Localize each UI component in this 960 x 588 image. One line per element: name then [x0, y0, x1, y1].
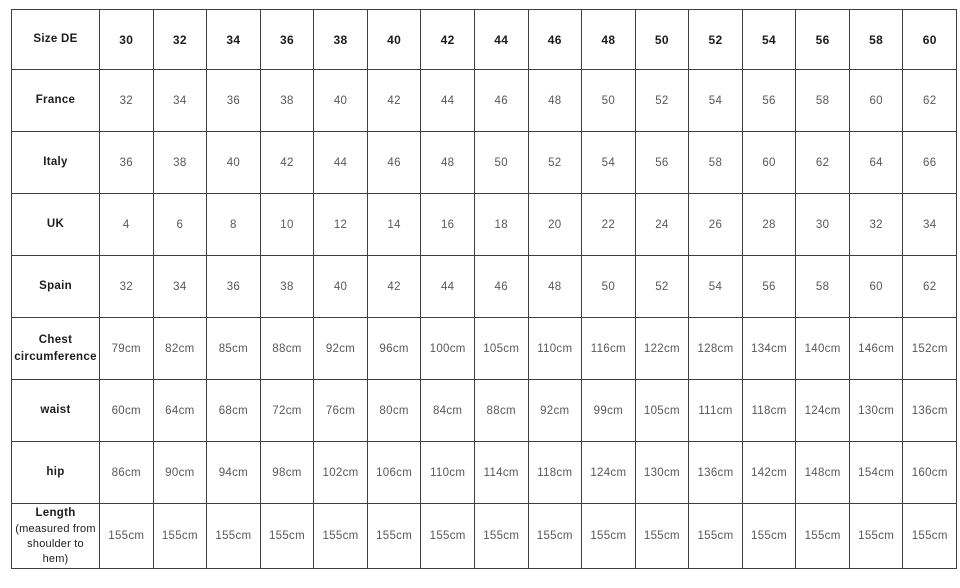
table-cell: 62 [903, 256, 957, 318]
row-label-main: Italy [43, 156, 68, 169]
table-cell: 130cm [635, 442, 689, 504]
table-cell: 32 [849, 194, 903, 256]
row-label-main: Spain [39, 280, 72, 293]
row-label [12, 380, 100, 442]
table-cell: 155cm [100, 504, 154, 569]
table-cell: 40 [314, 256, 368, 318]
table-cell: 10 [260, 194, 314, 256]
table-cell: 84cm [421, 380, 475, 442]
table-cell: 136cm [689, 442, 743, 504]
table-cell: 114cm [474, 442, 528, 504]
table-cell: 24 [635, 194, 689, 256]
table-cell: 155cm [689, 504, 743, 569]
table-cell: 94cm [207, 442, 261, 504]
table-cell: 38 [153, 132, 207, 194]
table-cell: 68cm [207, 380, 261, 442]
table-cell: 82cm [153, 318, 207, 380]
row-label-main: UK [46, 218, 65, 231]
table-cell: 60 [849, 256, 903, 318]
table-cell: 96cm [367, 318, 421, 380]
table-cell: 18 [474, 194, 528, 256]
table-cell: 34 [153, 256, 207, 318]
table-cell: 36 [207, 70, 261, 132]
table-row [12, 318, 957, 380]
table-cell: 76cm [314, 380, 368, 442]
table-cell: 92cm [314, 318, 368, 380]
table-cell: 58 [796, 256, 850, 318]
table-cell: 155cm [849, 504, 903, 569]
table-cell: 54 [582, 132, 636, 194]
table-cell: 52 [635, 256, 689, 318]
table-cell: 155cm [528, 504, 582, 569]
table-cell: 105cm [635, 380, 689, 442]
table-cell: 79cm [100, 318, 154, 380]
header-size-cell: 32 [153, 10, 207, 70]
table-cell: 134cm [742, 318, 796, 380]
row-label [12, 132, 100, 194]
table-cell: 80cm [367, 380, 421, 442]
table-cell: 28 [742, 194, 796, 256]
table-row [12, 256, 957, 318]
header-size-cell: 52 [689, 10, 743, 70]
header-size-cell: 50 [635, 10, 689, 70]
row-label-main: Chest circumference [14, 333, 97, 363]
row-label [12, 442, 100, 504]
row-label-main: hip [46, 466, 65, 479]
table-cell: 36 [207, 256, 261, 318]
row-label [12, 70, 100, 132]
table-cell: 124cm [796, 380, 850, 442]
table-cell: 46 [474, 256, 528, 318]
table-cell: 62 [796, 132, 850, 194]
table-cell: 92cm [528, 380, 582, 442]
table-cell: 110cm [528, 318, 582, 380]
header-label: Size DE [12, 10, 100, 70]
row-label [12, 194, 100, 256]
table-cell: 98cm [260, 442, 314, 504]
table-cell: 72cm [260, 380, 314, 442]
table-cell: 155cm [796, 504, 850, 569]
table-cell: 16 [421, 194, 475, 256]
table-cell: 56 [742, 256, 796, 318]
header-size-cell: 58 [849, 10, 903, 70]
table-cell: 48 [528, 70, 582, 132]
table-cell: 60cm [100, 380, 154, 442]
table-cell: 32 [100, 70, 154, 132]
table-row [12, 442, 957, 504]
table-cell: 48 [528, 256, 582, 318]
table-cell: 44 [421, 256, 475, 318]
table-cell: 155cm [367, 504, 421, 569]
row-label [12, 504, 100, 569]
table-cell: 100cm [421, 318, 475, 380]
table-cell: 56 [742, 70, 796, 132]
table-cell: 54 [689, 256, 743, 318]
table-cell: 34 [903, 194, 957, 256]
table-cell: 155cm [260, 504, 314, 569]
table-cell: 118cm [528, 442, 582, 504]
table-cell: 12 [314, 194, 368, 256]
table-cell: 116cm [582, 318, 636, 380]
table-cell: 124cm [582, 442, 636, 504]
row-label-sub: (measured from shoulder to hem) [15, 523, 96, 565]
header-size-cell: 34 [207, 10, 261, 70]
table-cell: 58 [796, 70, 850, 132]
table-row [12, 380, 957, 442]
table-cell: 160cm [903, 442, 957, 504]
table-cell: 105cm [474, 318, 528, 380]
table-cell: 140cm [796, 318, 850, 380]
table-cell: 90cm [153, 442, 207, 504]
table-cell: 46 [367, 132, 421, 194]
table-cell: 146cm [849, 318, 903, 380]
table-cell: 50 [582, 256, 636, 318]
table-cell: 106cm [367, 442, 421, 504]
table-cell: 154cm [849, 442, 903, 504]
table-cell: 58 [689, 132, 743, 194]
table-cell: 42 [367, 256, 421, 318]
header-size-cell: 44 [474, 10, 528, 70]
table-cell: 54 [689, 70, 743, 132]
table-cell: 34 [153, 70, 207, 132]
table-cell: 136cm [903, 380, 957, 442]
header-size-cell: 38 [314, 10, 368, 70]
table-cell: 62 [903, 70, 957, 132]
row-label [12, 256, 100, 318]
table-cell: 50 [474, 132, 528, 194]
table-cell: 111cm [689, 380, 743, 442]
table-cell: 110cm [421, 442, 475, 504]
table-cell: 155cm [474, 504, 528, 569]
table-cell: 36 [100, 132, 154, 194]
table-cell: 48 [421, 132, 475, 194]
table-cell: 155cm [635, 504, 689, 569]
table-cell: 14 [367, 194, 421, 256]
table-cell: 155cm [314, 504, 368, 569]
table-cell: 155cm [582, 504, 636, 569]
table-cell: 4 [100, 194, 154, 256]
header-size-cell: 56 [796, 10, 850, 70]
table-cell: 155cm [207, 504, 261, 569]
size-chart-table [11, 9, 957, 569]
row-label-main: waist [40, 404, 71, 417]
table-row [12, 132, 957, 194]
header-size-cell: 40 [367, 10, 421, 70]
table-cell: 88cm [474, 380, 528, 442]
table-cell: 66 [903, 132, 957, 194]
table-cell: 102cm [314, 442, 368, 504]
table-cell: 42 [367, 70, 421, 132]
table-cell: 32 [100, 256, 154, 318]
header-size-cell: 54 [742, 10, 796, 70]
table-cell: 118cm [742, 380, 796, 442]
table-cell: 128cm [689, 318, 743, 380]
header-size-cell: 46 [528, 10, 582, 70]
table-cell: 22 [582, 194, 636, 256]
table-cell: 8 [207, 194, 261, 256]
table-cell: 26 [689, 194, 743, 256]
table-cell: 30 [796, 194, 850, 256]
header-size-cell: 48 [582, 10, 636, 70]
table-cell: 64cm [153, 380, 207, 442]
row-label-main: France [35, 94, 76, 107]
table-cell: 142cm [742, 442, 796, 504]
table-cell: 20 [528, 194, 582, 256]
table-cell: 64 [849, 132, 903, 194]
table-cell: 52 [528, 132, 582, 194]
table-cell: 155cm [742, 504, 796, 569]
table-cell: 38 [260, 256, 314, 318]
table-cell: 86cm [100, 442, 154, 504]
table-cell: 52 [635, 70, 689, 132]
table-row [12, 194, 957, 256]
table-cell: 46 [474, 70, 528, 132]
table-cell: 38 [260, 70, 314, 132]
header-size-cell: 30 [100, 10, 154, 70]
table-cell: 40 [207, 132, 261, 194]
table-cell: 50 [582, 70, 636, 132]
table-cell: 60 [849, 70, 903, 132]
table-cell: 40 [314, 70, 368, 132]
table-cell: 88cm [260, 318, 314, 380]
size-chart-body [12, 10, 957, 569]
header-size-cell: 42 [421, 10, 475, 70]
table-cell: 122cm [635, 318, 689, 380]
table-cell: 6 [153, 194, 207, 256]
table-cell: 56 [635, 132, 689, 194]
table-cell: 44 [314, 132, 368, 194]
table-row [12, 504, 957, 569]
header-size-cell: 36 [260, 10, 314, 70]
row-label [12, 318, 100, 380]
table-cell: 44 [421, 70, 475, 132]
table-cell: 42 [260, 132, 314, 194]
table-cell: 85cm [207, 318, 261, 380]
table-cell: 99cm [582, 380, 636, 442]
table-cell: 60 [742, 132, 796, 194]
table-cell: 155cm [903, 504, 957, 569]
table-cell: 130cm [849, 380, 903, 442]
row-label-main: Length [35, 507, 76, 520]
table-cell: 155cm [153, 504, 207, 569]
table-row [12, 70, 957, 132]
table-header-row [12, 10, 957, 70]
table-cell: 155cm [421, 504, 475, 569]
header-size-cell: 60 [903, 10, 957, 70]
table-cell: 152cm [903, 318, 957, 380]
table-cell: 148cm [796, 442, 850, 504]
